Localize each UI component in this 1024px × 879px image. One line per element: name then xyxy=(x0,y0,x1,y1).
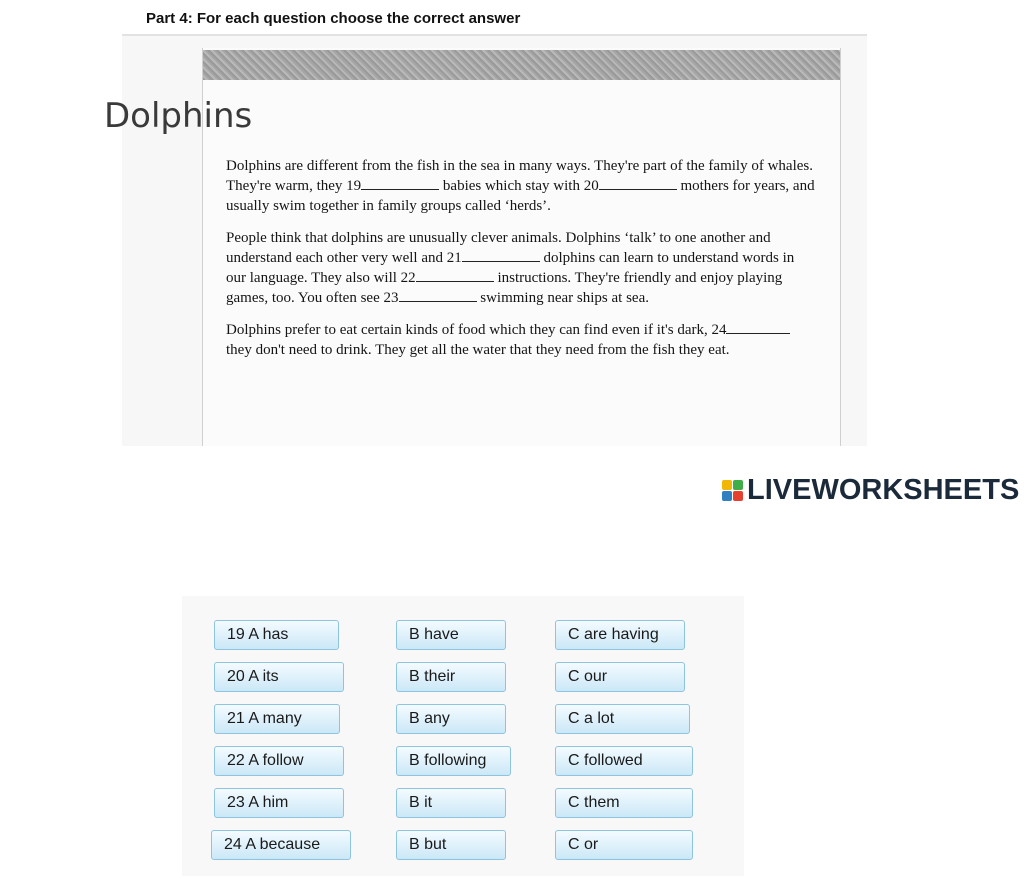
article-passage xyxy=(226,156,816,372)
option-19-a[interactable]: 19 A has xyxy=(214,620,339,650)
logo-square-4 xyxy=(733,491,743,501)
blank-21 xyxy=(462,249,540,262)
instruction-heading: Part 4: For each question choose the correct answer xyxy=(146,10,521,27)
logo-square-1 xyxy=(722,480,732,490)
option-24-b[interactable]: B but xyxy=(396,830,506,860)
p1-text-1: Dolphins are different from the fish in the sea in many ways. They're part of the family of whales. They're warm, they 19 xyxy=(226,158,813,194)
option-23-a[interactable]: 23 A him xyxy=(214,788,344,818)
logo-square-3 xyxy=(722,491,732,501)
option-22-c[interactable]: C followed xyxy=(555,746,693,776)
option-19-b[interactable]: B have xyxy=(396,620,506,650)
p3-text-1: Dolphins prefer to eat certain kinds of food which they can find even if it's dark, 24 xyxy=(226,322,727,338)
option-22-a[interactable]: 22 A follow xyxy=(214,746,344,776)
blank-24 xyxy=(726,321,790,334)
p3-text-2: they don't need to drink. They get all the water that they need from the fish they eat. xyxy=(226,342,730,358)
liveworksheets-logo xyxy=(722,474,1019,506)
logo-grid-icon xyxy=(722,480,743,501)
p2-text-2: dolphins can learn to understand words in our language. They also will 22 xyxy=(226,250,795,286)
blank-23 xyxy=(399,289,477,302)
option-24-c[interactable]: C or xyxy=(555,830,693,860)
p1-text-2: babies which stay with 20 xyxy=(439,178,599,194)
p2-text-3: instructions. They're friendly and enjoy playing games, too. You often see 23 xyxy=(226,270,783,306)
paragraph-1 xyxy=(226,156,816,216)
option-21-a[interactable]: 21 A many xyxy=(214,704,340,734)
article-title: Dolphins xyxy=(104,96,253,136)
option-20-c[interactable]: C our xyxy=(555,662,685,692)
option-23-b[interactable]: B it xyxy=(396,788,506,818)
blank-22 xyxy=(416,269,494,282)
paragraph-3 xyxy=(226,320,816,360)
option-20-b[interactable]: B their xyxy=(396,662,506,692)
option-22-b[interactable]: B following xyxy=(396,746,511,776)
paragraph-2 xyxy=(226,228,816,308)
option-19-c[interactable]: C are having xyxy=(555,620,685,650)
logo-square-2 xyxy=(733,480,743,490)
option-21-b[interactable]: B any xyxy=(396,704,506,734)
blank-20 xyxy=(599,177,677,190)
option-24-a[interactable]: 24 A because xyxy=(211,830,351,860)
p2-text-1: People think that dolphins are unusually clever animals. Dolphins ‘talk’ to one another and understand each other very well and 21 xyxy=(226,230,771,266)
option-21-c[interactable]: C a lot xyxy=(555,704,690,734)
blank-19 xyxy=(361,177,439,190)
logo-text: LIVEWORKSHEETS xyxy=(747,473,1020,506)
option-20-a[interactable]: 20 A its xyxy=(214,662,344,692)
p1-text-3: mothers for years, and usually swim together in family groups called ‘herds’. xyxy=(226,178,815,214)
p2-text-4: swimming near ships at sea. xyxy=(476,290,649,306)
header-band xyxy=(203,50,840,80)
option-23-c[interactable]: C them xyxy=(555,788,693,818)
